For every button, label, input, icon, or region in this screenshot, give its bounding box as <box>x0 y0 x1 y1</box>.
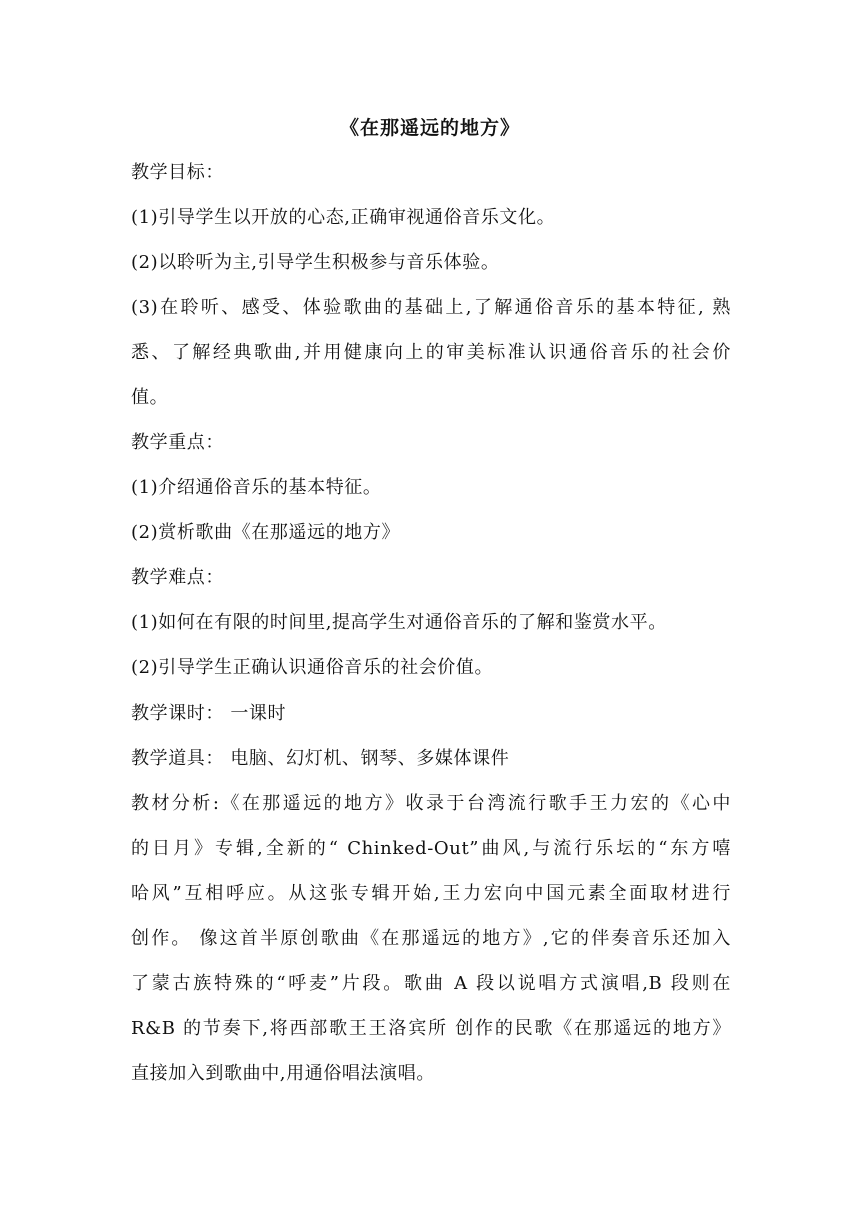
material-analysis-line-2: 的日月》专辑,全新的“ Chinked-Out”曲风,与流行乐坛的“东方嘻 <box>131 838 731 859</box>
material-analysis-line-7: 直接加入到歌曲中,用通俗唱法演唱。 <box>131 1063 435 1084</box>
document-title: 《在那遥远的地方》 <box>339 117 520 139</box>
difficulty-item-2: (2)引导学生正确认识通俗音乐的社会价值。 <box>131 657 494 678</box>
material-analysis-line-3: 哈风”互相呼应。从这张专辑开始,王力宏向中国元素全面取材进行 <box>131 883 731 904</box>
objective-item-3-line-3: 值。 <box>131 387 169 408</box>
material-analysis-line-6: R&B 的节奏下,将西部歌王王洛宾所 创作的民歌《在那遥远的地方》 <box>131 1018 731 1039</box>
key-point-item-1: (1)介绍通俗音乐的基本特征。 <box>131 477 382 498</box>
objective-item-3-line-1: (3)在聆听、感受、体验歌曲的基础上,了解通俗音乐的基本特征, 熟 <box>131 297 731 318</box>
difficulty-item-1: (1)如何在有限的时间里,提高学生对通俗音乐的了解和鉴赏水平。 <box>131 612 667 633</box>
objective-item-3-line-2: 悉、了解经典歌曲,并用健康向上的审美标准认识通俗音乐的社会价 <box>131 342 731 363</box>
objective-item-1: (1)引导学生以开放的心态,正确审视通俗音乐文化。 <box>131 207 556 228</box>
teaching-tools-line: 教学道具： 电脑、幻灯机、钢琴、多媒体课件 <box>131 748 510 769</box>
section-heading-key-points: 教学重点： <box>131 432 224 453</box>
material-analysis-line-5: 了蒙古族特殊的“呼麦”片段。歌曲 A 段以说唱方式演唱,B 段则在 <box>131 973 731 994</box>
key-point-item-2: (2)赏析歌曲《在那遥远的地方》 <box>131 522 401 543</box>
material-analysis-line-4: 创作。 像这首半原创歌曲《在那遥远的地方》,它的伴奏音乐还加入 <box>131 928 731 949</box>
objective-item-2: (2)以聆听为主,引导学生积极参与音乐体验。 <box>131 252 500 273</box>
section-heading-objectives: 教学目标： <box>131 162 224 183</box>
section-heading-difficulties: 教学难点： <box>131 567 224 588</box>
material-analysis-line-1: 教材分析:《在那遥远的地方》收录于台湾流行歌手王力宏的《心中 <box>131 793 731 814</box>
class-hours-line: 教学课时： 一课时 <box>131 703 287 724</box>
